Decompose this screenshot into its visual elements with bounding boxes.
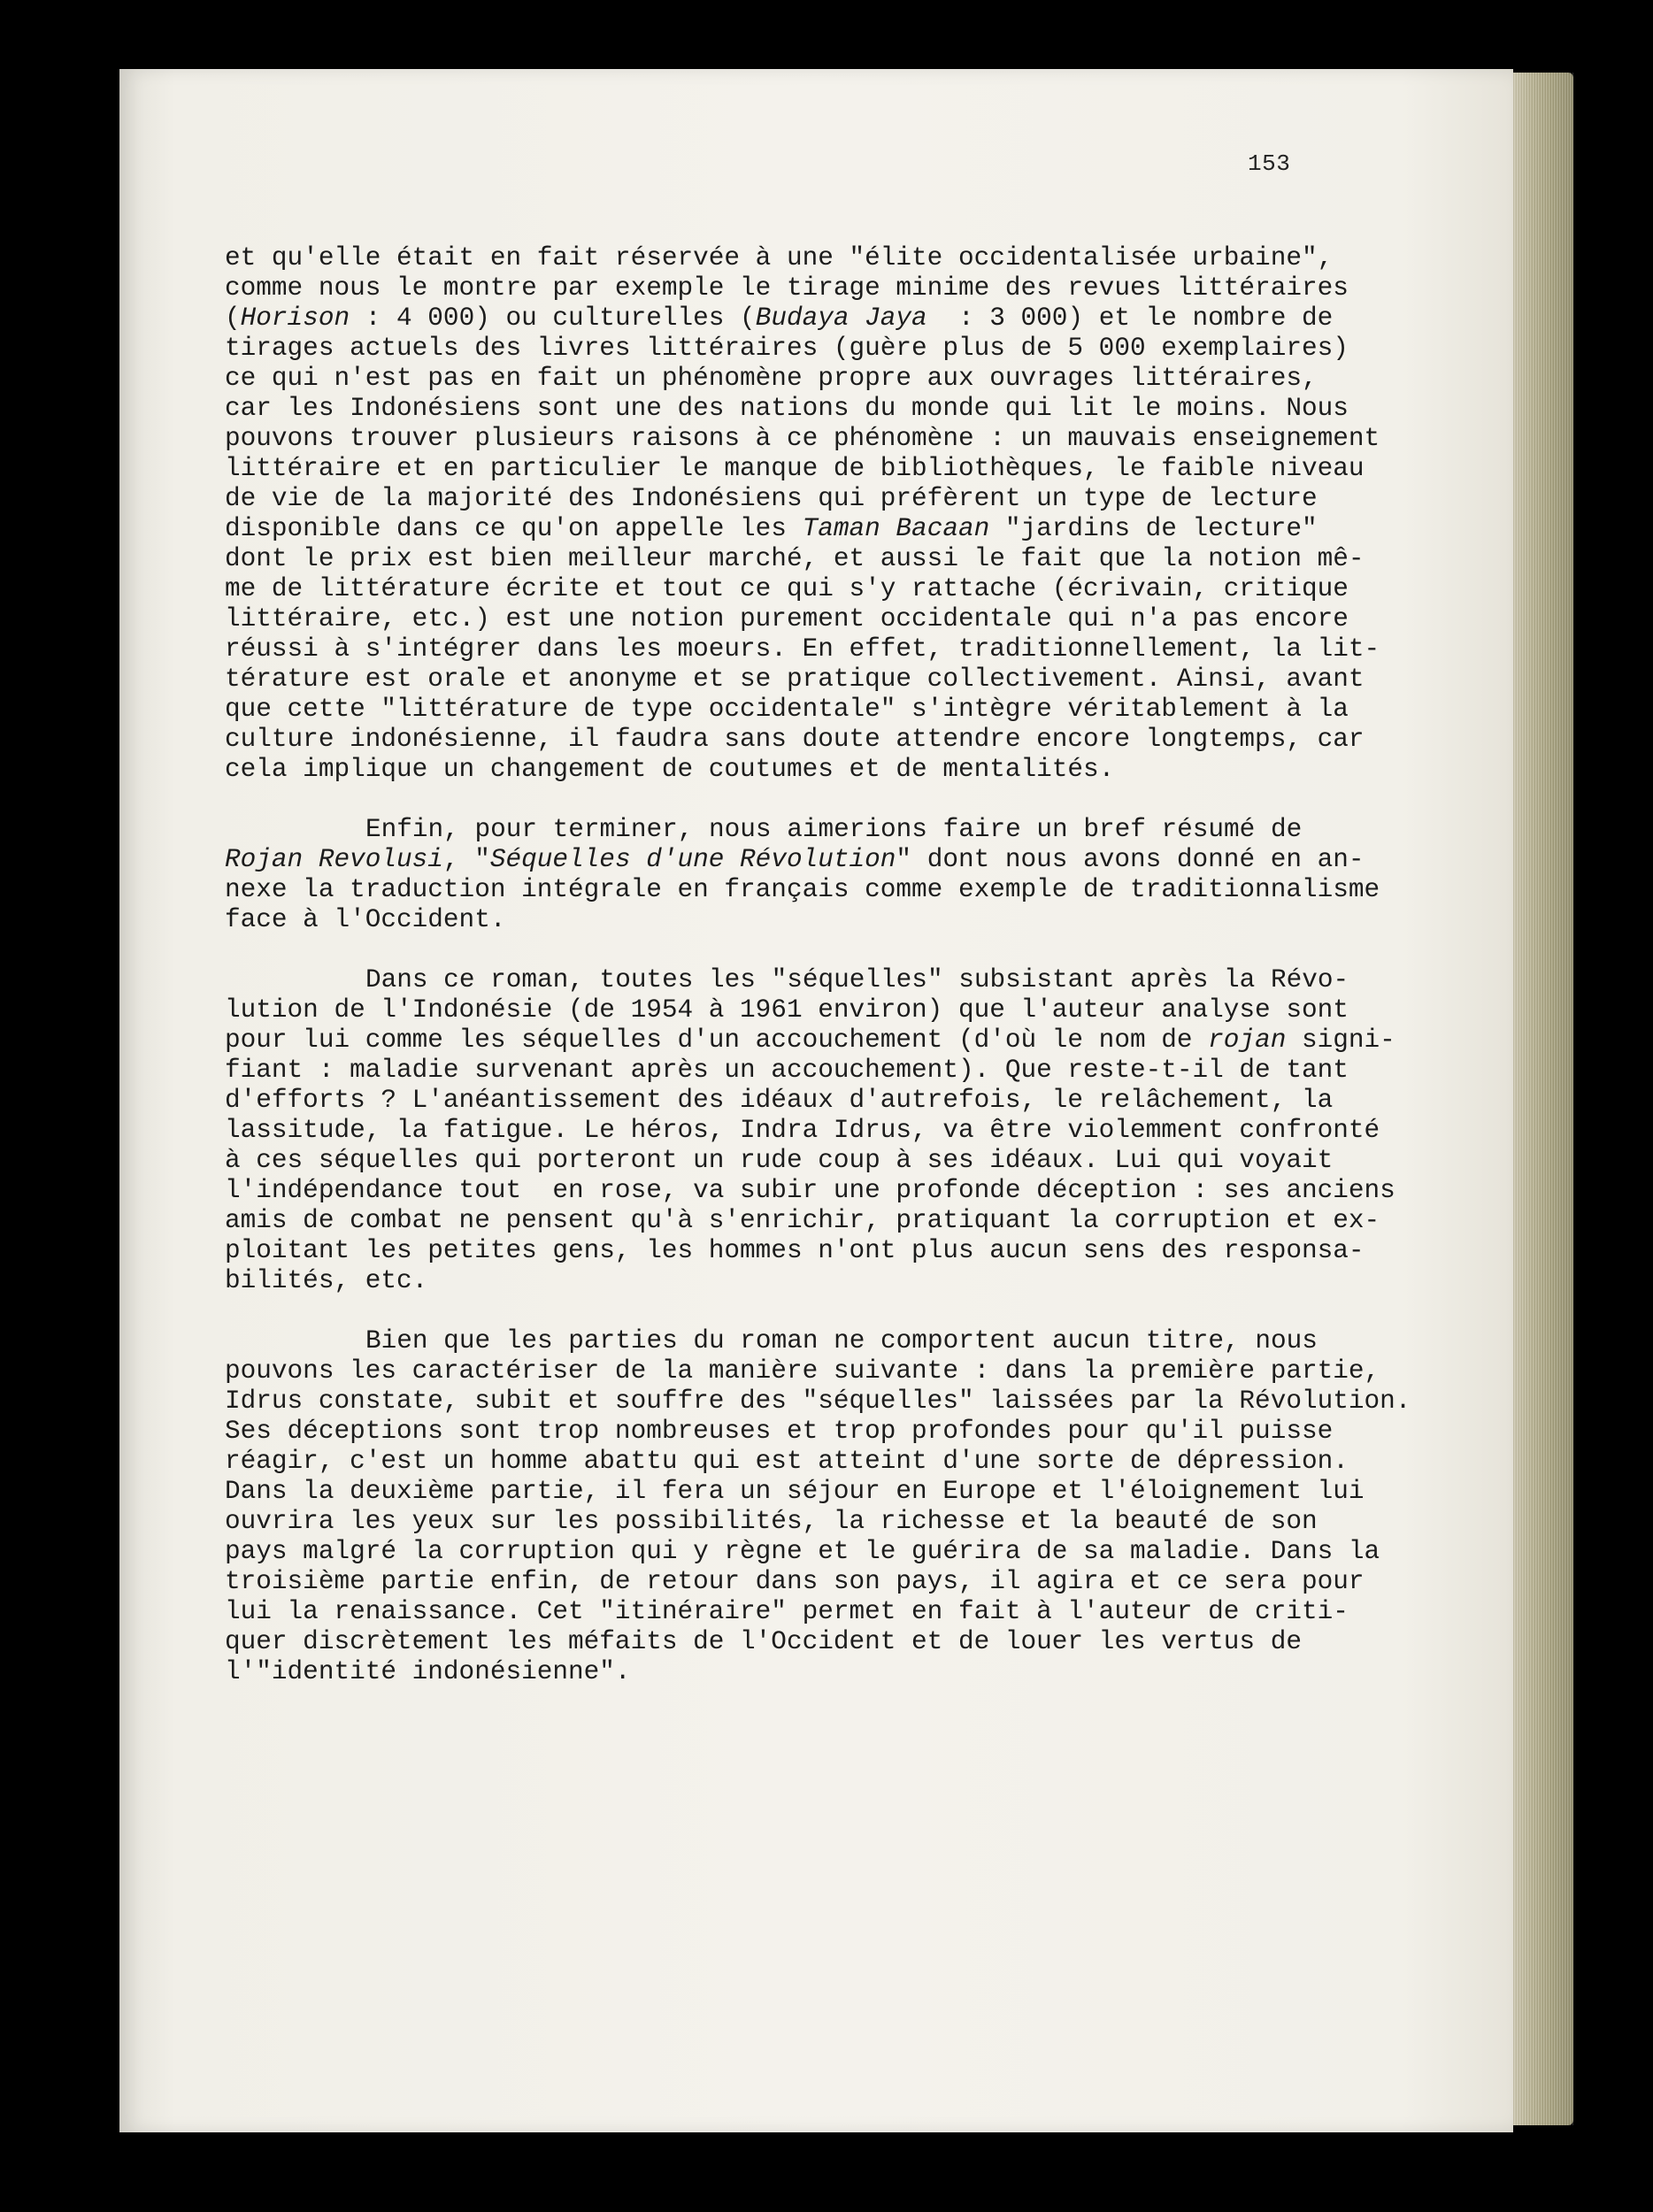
italic-title: rojan	[1208, 1025, 1287, 1055]
text-segment: comme nous le montre par exemple le tirage minime des revues littéraires	[225, 273, 1349, 303]
text-line	[225, 1266, 1366, 1296]
text-line	[225, 1447, 1366, 1477]
text-line	[225, 995, 1366, 1025]
text-segment: d'efforts ? L'anéantissement des idéaux d'autrefois, le relâchement, la	[225, 1086, 1334, 1115]
text-segment: ouvrira les yeux sur les possibilités, la richesse et la beauté de son	[225, 1507, 1318, 1536]
text-segment: Ses déceptions sont trop nombreuses et trop profondes pour qu'il puisse	[225, 1417, 1334, 1446]
text-line	[225, 303, 1366, 334]
text-line	[225, 634, 1380, 664]
text-line	[225, 1025, 1395, 1056]
text-line	[225, 424, 1380, 454]
text-line	[225, 1116, 1380, 1146]
text-line	[225, 454, 1366, 484]
text-line	[225, 695, 1366, 725]
text-segment: de vie de la majorité des Indonésiens qui préfèrent un type de lecture	[225, 484, 1318, 513]
text-segment: troisième partie enfin, de retour dans son pays, il agira et ce sera pour	[225, 1567, 1365, 1596]
text-segment: tirages actuels des livres littéraires (guère plus de 5 000 exemplaires)	[225, 334, 1349, 363]
text-segment: signi-	[1286, 1025, 1395, 1055]
text-segment: ce qui n'est pas en fait un phénomène propre aux ouvrages littéraires,	[225, 364, 1318, 393]
text-line	[225, 1176, 1395, 1206]
text-line	[225, 1146, 1366, 1176]
text-line	[225, 905, 1366, 935]
text-segment: térature est orale et anonyme et se pratique collectivement. Ainsi, avant	[225, 664, 1365, 694]
paragraph	[225, 815, 1380, 935]
text-segment: ploitant les petites gens, les hommes n'ont plus aucun sens des responsa-	[225, 1236, 1365, 1265]
text-segment: car les Indonésiens sont une des nations du monde qui lit le moins. Nous	[225, 394, 1349, 423]
italic-title: Budaya Jaya	[755, 303, 927, 333]
page-number: 153	[1248, 150, 1291, 177]
paragraph	[225, 243, 1380, 785]
text-line	[225, 273, 1366, 303]
text-line	[225, 1326, 1366, 1356]
text-line	[225, 845, 1366, 875]
text-line	[225, 334, 1366, 364]
text-line	[225, 1567, 1366, 1597]
italic-title: Rojan Revolusi	[225, 845, 443, 874]
text-line	[225, 1236, 1366, 1266]
text-segment: réussi à s'intégrer dans les moeurs. En effet, traditionnellement, la lit-	[225, 634, 1380, 664]
text-line	[225, 604, 1366, 634]
text-segment: Dans ce roman, toutes les "séquelles" subsistant après la Révo-	[365, 965, 1349, 995]
text-line	[225, 484, 1366, 514]
text-segment: lution de l'Indonésie (de 1954 à 1961 environ) que l'auteur analyse sont	[225, 995, 1349, 1025]
text-segment: littéraire et en particulier le manque de bibliothèques, le faible niveau	[225, 454, 1365, 483]
text-segment: l'"identité indonésienne".	[225, 1657, 631, 1686]
italic-title: Séquelles d'une Révolution	[489, 845, 896, 874]
text-line	[225, 815, 1366, 845]
text-segment: bilités, etc.	[225, 1266, 428, 1295]
text-segment: , "	[442, 845, 490, 874]
text-line	[225, 965, 1366, 995]
text-segment: et qu'elle était en fait réservée à une "élite occidentalisée urbaine",	[225, 243, 1334, 273]
italic-title: Horison	[240, 303, 350, 333]
text-line	[225, 1206, 1380, 1236]
text-segment: que cette "littérature de type occidentale" s'intègre véritablement à la	[225, 695, 1349, 724]
text-segment: disponible dans ce qu'on appelle les	[225, 514, 803, 543]
text-line	[225, 514, 1366, 544]
text-line	[225, 1086, 1366, 1116]
text-line	[225, 574, 1366, 604]
text-segment: fiant : maladie survenant après un accouchement). Que reste-t-il de tant	[225, 1056, 1349, 1085]
text-segment: l'indépendance tout en rose, va subir une profonde déception : ses anciens	[225, 1176, 1395, 1205]
body-text	[225, 243, 1411, 1687]
paragraph	[225, 1326, 1411, 1687]
text-segment: pouvons trouver plusieurs raisons à ce phénomène : un mauvais enseignement	[225, 424, 1380, 453]
text-segment: : 3 000) et le nombre de	[926, 303, 1334, 333]
text-line	[225, 1537, 1380, 1567]
text-line	[225, 664, 1366, 695]
text-line	[225, 1627, 1366, 1657]
text-segment: amis de combat ne pensent qu'à s'enrichir, pratiquant la corruption et ex-	[225, 1206, 1380, 1235]
text-line	[225, 1657, 1366, 1687]
italic-title: Taman Bacaan	[802, 514, 990, 543]
text-segment: lassitude, la fatigue. Le héros, Indra Idrus, va être violemment confronté	[225, 1116, 1380, 1145]
text-line	[225, 755, 1366, 785]
text-segment: cela implique un changement de coutumes et de mentalités.	[225, 755, 1115, 784]
text-line	[225, 1597, 1366, 1627]
text-segment: culture indonésienne, il faudra sans doute attendre encore longtemps, car	[225, 725, 1365, 754]
text-line	[225, 875, 1380, 905]
text-segment: lui la renaissance. Cet "itinéraire" permet en fait à l'auteur de criti-	[225, 1597, 1349, 1626]
text-line	[225, 364, 1366, 394]
text-segment: Dans la deuxième partie, il fera un séjour en Europe et l'éloignement lui	[225, 1477, 1365, 1506]
text-line	[225, 1507, 1366, 1537]
text-segment: pouvons les caractériser de la manière suivante : dans la première partie,	[225, 1356, 1380, 1386]
text-segment: Enfin, pour terminer, nous aimerions faire un bref résumé de	[365, 815, 1303, 844]
text-segment: quer discrètement les méfaits de l'Occident et de louer les vertus de	[225, 1627, 1302, 1656]
text-line	[225, 394, 1366, 424]
text-segment: " dont nous avons donné en an-	[896, 845, 1365, 874]
text-segment: (	[225, 303, 241, 333]
text-segment: Bien que les parties du roman ne comportent aucun titre, nous	[365, 1326, 1318, 1356]
text-segment: Idrus constate, subit et souffre des "séquelles" laissées par la Révolution.	[225, 1386, 1411, 1416]
text-line	[225, 1477, 1366, 1507]
text-line	[225, 1417, 1366, 1447]
text-line	[225, 725, 1366, 755]
text-line	[225, 1056, 1366, 1086]
text-segment: pays malgré la corruption qui y règne et le guérira de sa maladie. Dans la	[225, 1537, 1380, 1566]
text-line	[225, 243, 1366, 273]
text-line	[225, 1386, 1411, 1417]
paragraph	[225, 965, 1395, 1296]
text-line	[225, 544, 1366, 574]
text-segment: : 4 000) ou culturelles (	[350, 303, 756, 333]
text-segment: pour lui comme les séquelles d'un accouchement (d'où le nom de	[225, 1025, 1209, 1055]
text-segment: à ces séquelles qui porteront un rude coup à ses idéaux. Lui qui voyait	[225, 1146, 1334, 1175]
text-segment: "jardins de lecture"	[989, 514, 1318, 543]
text-segment: réagir, c'est un homme abattu qui est atteint d'une sorte de dépression.	[225, 1447, 1349, 1476]
text-segment: face à l'Occident.	[225, 905, 506, 934]
text-segment: me de littérature écrite et tout ce qui s'y rattache (écrivain, critique	[225, 574, 1349, 603]
text-segment: nexe la traduction intégrale en français comme exemple de traditionnalisme	[225, 875, 1380, 904]
text-segment: littéraire, etc.) est une notion purement occidentale qui n'a pas encore	[225, 604, 1349, 634]
text-segment: dont le prix est bien meilleur marché, et aussi le fait que la notion mê-	[225, 544, 1365, 573]
text-line	[225, 1356, 1380, 1386]
